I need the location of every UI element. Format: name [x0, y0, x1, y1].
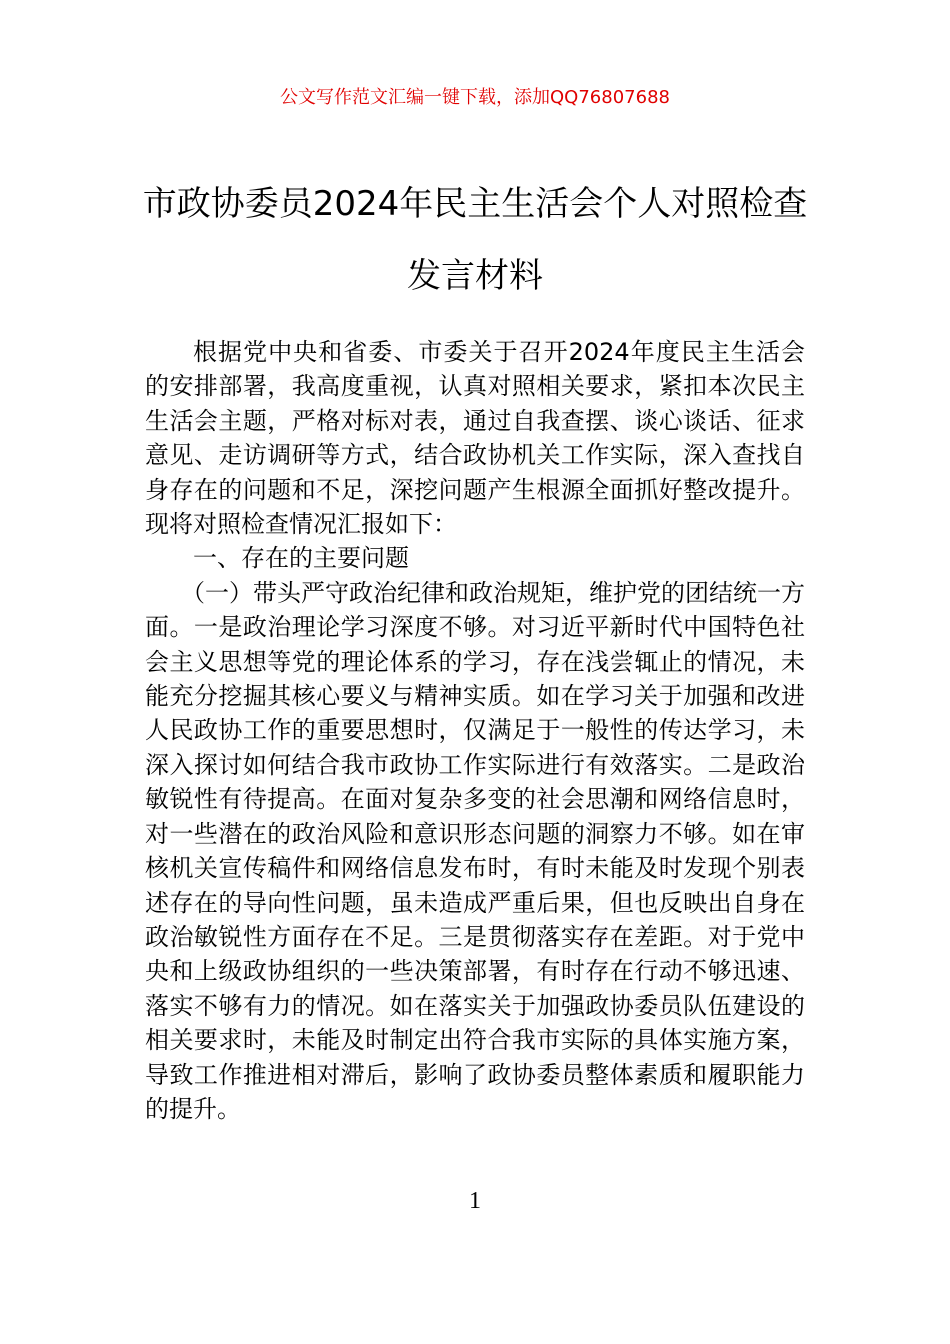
document-title: 市政协委员2024年民主生活会个人对照检查发言材料 — [142, 184, 808, 296]
document-body — [145, 335, 805, 1126]
page-number: 1 — [469, 1188, 481, 1214]
subsection-paragraph-political-discipline: （一）带头严守政治纪律和政治规矩，维护党的团结统一方面。一是政治理论学习深度不够。对习近平新时代中国特色社会主义思想等党的理论体系的学习，存在浅尝辄止的情况，未能充分挖掘其核心要义与精神实质。如在学习关于加强和改进人民政协工作的重要思想时，仅满足于一般性的传达学习，未深入探讨如何结合我市政协工作实际进行有效落实。二是政治敏锐性有待提高。在面对复杂多变的社会思潮和网络信息时，对一些潜在的政治风险和意识形态问题的洞察力不够。如在审核机关宣传稿件和网络信息发布时，有时未能及时发现个别表述存在的导向性问题，虽未造成严重后果，但也反映出自身在政治敏锐性方面存在不足。三是贯彻落实存在差距。对于党中央和上级政协组织的一些决策部署，有时存在行动不够迅速、落实不够有力的情况。如在落实关于加强政协委员队伍建设的相关要求时，未能及时制定出符合我市实际的具体实施方案，导致工作推进相对滞后，影响了政协委员整体素质和履职能力的提升。 — [145, 578, 805, 1123]
section-heading-problems: 一、存在的主要问题 — [193, 544, 409, 573]
header-download-note: 公文写作范文汇编一键下载，添加QQ76807688 — [280, 87, 670, 108]
intro-paragraph: 根据党中央和省委、市委关于召开2024年度民主生活会的安排部署，我高度重视，认真对照相关要求，紧扣本次民主生活会主题，严格对标对表，通过自我查摆、谈心谈话、征求意见、走访调研等方式，结合政协机关工作实际，深入查找自身存在的问题和不足，深挖问题产生根源全面抓好整改提升。现将对照检查情况汇报如下： — [145, 338, 805, 539]
